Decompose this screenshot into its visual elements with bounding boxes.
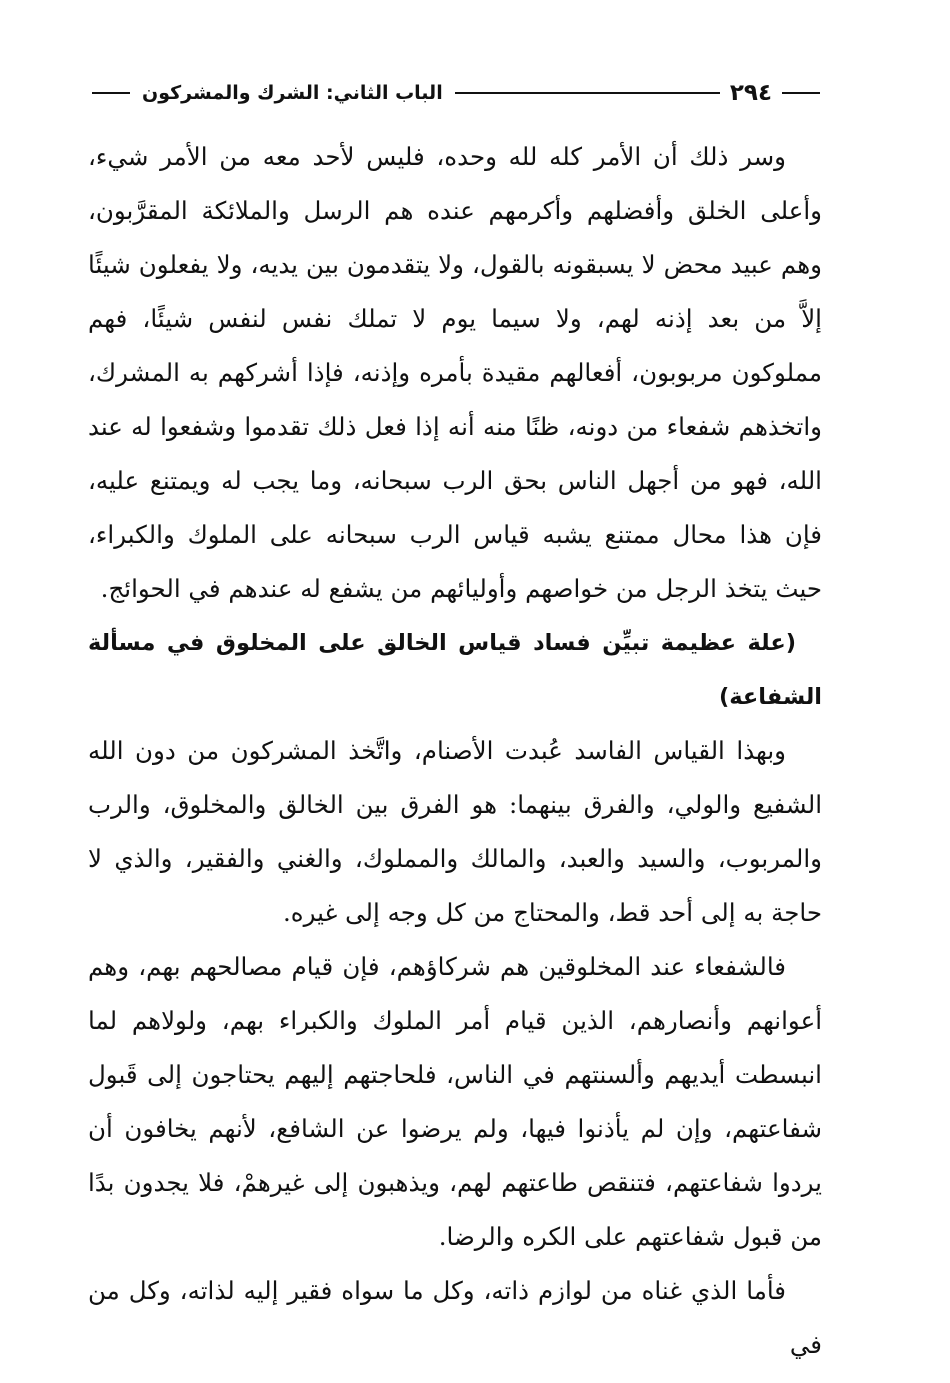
section-heading: (علة عظيمة تبيِّن فساد قياس الخالق على المخلوق في مسألة الشفاعة) xyxy=(88,630,822,710)
header-rule-left xyxy=(92,92,130,94)
paragraph-2: وبهذا القياس الفاسد عُبدت الأصنام، واتَّخذ المشركون من دون الله الشفيع والولي، والفرق بينهما: هو الفرق بين الخالق والمخلوق، والرب والمربوب، والسيد والعبد، والمالك والمملوك، والغني والفقير، والذي لا حاجة به إلى أحد قط، والمحتاج من كل وجه إلى غيره. xyxy=(88,736,822,927)
paragraph-1: وسر ذلك أن الأمر كله لله وحده، فليس لأحد معه من الأمر شيء، وأعلى الخلق وأفضلهم وأكرمهم عنده هم الرسل والملائكة المقرَّبون، وهم عبيد محض لا يسبقونه بالقول، ولا يتقدمون بين يديه، ولا يفعلون شيئًا إلاَّ من بعد إذنه لهم، ولا سيما يوم لا تملك نفس لنفس شيئًا، فهم مملوكون مربوبون، أفعالهم مقيدة بأمره وإذنه، فإذا أشركهم به المشرك، واتخذهم شفعاء من دونه، ظنًا منه أنه إذا فعل ذلك تقدموا وشفعوا له عند الله، فهو من أجهل الناس بحق الرب سبحانه، وما يجب له ويمتنع عليه، فإن هذا محال ممتنع يشبه قياس الرب سبحانه على الملوك والكبراء، حيث يتخذ الرجل من خواصهم وأوليائهم من يشفع له عندهم في الحوائج. xyxy=(88,142,822,603)
header-rule-middle xyxy=(455,92,720,94)
paragraph-3: فالشفعاء عند المخلوقين هم شركاؤهم، فإن قيام مصالحهم بهم، وهم أعوانهم وأنصارهم، الذين قيام أمر الملوك والكبراء بهم، ولولاهم لما انبسطت أيديهم وألسنتهم في الناس، فلحاجتهم إليهم يحتاجون إلى قَبول شفاعتهم، وإن لم يأذنوا فيها، ولم يرضوا عن الشافع، لأنهم يخافون أن يردوا شفاعتهم، فتنقص طاعتهم لهم، ويذهبون إلى غيرهمْ، فلا يجدون بدًا من قبول شفاعتهم على الكره والرضا. xyxy=(88,952,822,1251)
page-header xyxy=(92,78,820,108)
paragraph-4: فأما الذي غناه من لوازم ذاته، وكل ما سواه فقير إليه لذاته، وكل من في xyxy=(88,1276,822,1359)
body-text xyxy=(88,130,822,1372)
page-number: ٢٩٤ xyxy=(729,80,772,106)
running-title: الباب الثاني: الشرك والمشركون xyxy=(142,82,443,104)
header-rule-right xyxy=(782,92,820,94)
